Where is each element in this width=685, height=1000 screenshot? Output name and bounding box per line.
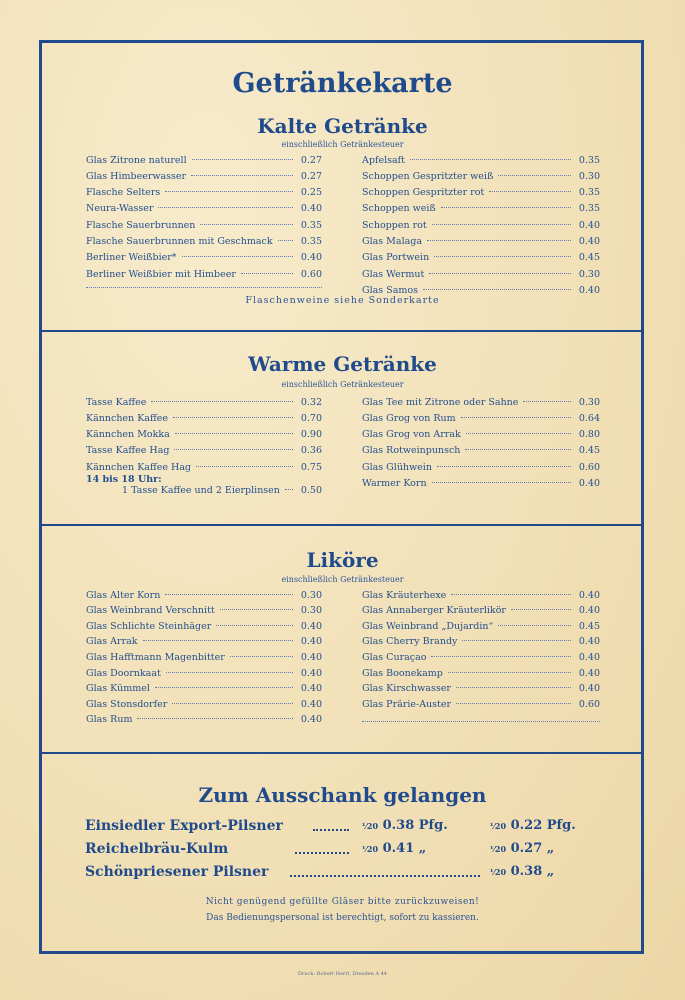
leader-dots <box>174 448 293 450</box>
menu-item <box>362 666 600 680</box>
item-price: 0.30 <box>300 605 322 617</box>
leader-dots <box>278 239 293 241</box>
item-name: Glas Tee mit Zitrone oder Sahne <box>362 396 519 408</box>
item-name: Glas Rotweinpunsch <box>362 445 461 457</box>
leader-dots <box>192 158 293 160</box>
beer-name: Reichelbräu-Kulm <box>85 841 229 857</box>
item-name: 1 Tasse Kaffee und 2 Eierplinsen <box>122 484 280 496</box>
leader-dots <box>498 624 571 626</box>
item-name: Glas Himbeerwasser <box>86 170 187 182</box>
bottle-wine-note: Flaschenweine siehe Sonderkarte <box>245 295 440 306</box>
item-name: Warmer Korn <box>362 478 427 489</box>
menu-item <box>86 153 322 167</box>
leader-dots <box>465 448 571 450</box>
item-price: 0.40 <box>300 203 322 215</box>
leader-dots <box>216 624 293 626</box>
menu-item <box>362 604 600 618</box>
item-price: 0.36 <box>300 445 322 457</box>
item-price: 0.40 <box>578 589 600 601</box>
menu-item <box>362 395 600 409</box>
leader-dots <box>511 608 571 610</box>
item-price: 0.90 <box>300 429 322 441</box>
menu-item <box>86 619 322 633</box>
item-price: 0.40 <box>578 636 600 648</box>
menu-item <box>86 697 322 711</box>
item-name: Glas Samos <box>362 284 418 296</box>
item-name: Flasche Sauerbrunnen <box>86 219 196 231</box>
menu-item <box>362 218 600 232</box>
leader-dots <box>489 190 571 192</box>
item-name: Berliner Weißbier mit Himbeer <box>86 268 236 280</box>
item-name: Flasche Selters <box>86 187 161 199</box>
section-title-kalte: Kalte Getränke <box>257 114 428 138</box>
leader-dots <box>137 717 293 719</box>
leader-dots <box>290 875 480 877</box>
leader-dots <box>456 702 571 704</box>
item-name: Glas Alter Korn <box>86 589 161 601</box>
item-name: Glas Arrak <box>86 636 138 648</box>
menu-item <box>362 202 600 216</box>
section-title-ausschank: Zum Ausschank gelangen <box>198 783 487 807</box>
menu-item <box>362 588 600 602</box>
item-price: 0.40 <box>578 667 600 679</box>
beer-price-large: ⅟20 0.22 Pfg. <box>490 818 576 833</box>
item-name: Glas Hafftmann Magenbitter <box>86 651 225 663</box>
item-price: 0.35 <box>300 219 322 231</box>
item-name: Glas Doornkaat <box>86 667 161 679</box>
item-price: 0.40 <box>578 651 600 663</box>
menu-item <box>362 477 600 491</box>
item-name: Glas Kirschwasser <box>362 683 451 695</box>
menu-item <box>86 169 322 183</box>
leader-dots <box>166 671 293 673</box>
leader-dots <box>431 655 571 657</box>
menu-item <box>362 460 600 474</box>
item-name: Neura-Wasser <box>86 203 154 215</box>
menu-item <box>86 235 322 249</box>
item-name: Berliner Weißbier* <box>86 252 177 264</box>
item-price: 0.80 <box>578 429 600 441</box>
item-price: 0.40 <box>578 683 600 695</box>
printer-imprint: Druck: Robert Herrl, Dresden A 44 <box>298 971 387 977</box>
menu-item <box>362 635 600 649</box>
price: 0.22 Pfg. <box>510 818 576 833</box>
menu-item <box>362 169 600 183</box>
item-price: 0.40 <box>300 620 322 632</box>
menu-item <box>86 251 322 265</box>
item-price: 0.40 <box>300 252 322 264</box>
blank-line <box>362 721 600 722</box>
item-price: 0.32 <box>300 396 322 408</box>
leader-dots <box>175 432 293 434</box>
item-name: Glas Boonekamp <box>362 667 443 679</box>
item-price: 0.25 <box>300 187 322 199</box>
leader-dots <box>285 488 293 490</box>
leader-dots <box>456 686 571 688</box>
beer-name: Einsiedler Export-Pilsner <box>85 818 283 834</box>
tax-note: einschließlich Getränkesteuer <box>281 575 404 584</box>
item-name: Kännchen Mokka <box>86 429 170 441</box>
item-price: 0.40 <box>300 683 322 695</box>
menu-item <box>362 235 600 249</box>
leader-dots <box>429 272 571 274</box>
payment-note: Das Bedienungspersonal ist berechtigt, sofort zu kassieren. <box>206 913 479 923</box>
item-price: 0.40 <box>578 478 600 489</box>
item-name: Kännchen Kaffee Hag <box>86 461 192 473</box>
leader-dots <box>451 593 571 595</box>
leader-dots <box>196 465 293 467</box>
item-price: 0.30 <box>578 170 600 182</box>
menu-item <box>362 619 600 633</box>
section-divider <box>39 330 644 332</box>
menu-item <box>362 251 600 265</box>
menu-item <box>86 460 322 474</box>
item-name: Glas Zitrone naturell <box>86 154 187 166</box>
price: 0.38 „ <box>510 864 555 879</box>
leader-dots <box>143 639 293 641</box>
item-name: Glas Wermut <box>362 268 425 280</box>
leader-dots <box>434 255 571 257</box>
menu-item <box>362 267 600 281</box>
item-price: 0.40 <box>300 714 322 726</box>
leader-dots <box>158 206 293 208</box>
item-price: 0.27 <box>300 154 322 166</box>
menu-item <box>86 635 322 649</box>
item-price: 0.40 <box>300 667 322 679</box>
menu-item <box>86 218 322 232</box>
item-name: Apfelsaft <box>362 154 405 166</box>
item-price: 0.35 <box>578 203 600 215</box>
menu-item <box>86 186 322 200</box>
menu-item <box>86 604 322 618</box>
menu-item <box>86 395 322 409</box>
menu-item <box>86 428 322 442</box>
menu-item <box>362 682 600 696</box>
leader-dots <box>165 190 293 192</box>
item-name: Glas Grog von Rum <box>362 412 456 424</box>
leader-dots <box>427 239 571 241</box>
glass-fill-note: Nicht genügend gefüllte Gläser bitte zurückzuweisen! <box>205 897 480 907</box>
item-price: 0.60 <box>578 461 600 473</box>
item-price: 0.40 <box>578 236 600 247</box>
menu-item <box>86 713 322 727</box>
item-price: 0.35 <box>300 236 322 247</box>
tax-note: einschließlich Getränkesteuer <box>281 140 404 149</box>
leader-dots <box>220 608 293 610</box>
item-name: Glas Schlichte Steinhäger <box>86 620 212 632</box>
item-price: 0.40 <box>578 284 600 296</box>
item-price: 0.35 <box>578 187 600 199</box>
section-divider <box>39 752 644 754</box>
section-divider <box>39 524 644 526</box>
menu-item <box>86 411 322 425</box>
section-title-warme: Warme Getränke <box>248 352 437 376</box>
section-title-likoere: Liköre <box>306 548 379 572</box>
afternoon-offer <box>122 483 322 497</box>
leader-dots <box>200 223 293 225</box>
item-name: Glas Stonsdorfer <box>86 698 168 710</box>
menu-item <box>86 202 322 216</box>
item-name: Glas Portwein <box>362 252 430 264</box>
leader-dots <box>173 416 293 418</box>
price: 0.41 „ <box>382 841 427 856</box>
menu-item <box>362 650 600 664</box>
item-price: 0.40 <box>300 636 322 648</box>
leader-dots <box>437 465 571 467</box>
item-name: Schoppen weiß <box>362 203 436 215</box>
item-name: Glas Grog von Arrak <box>362 429 461 441</box>
leader-dots <box>523 400 571 402</box>
item-price: 0.27 <box>300 170 322 182</box>
item-price: 0.35 <box>578 154 600 166</box>
item-price: 0.40 <box>578 605 600 617</box>
beer-name: Schönpriesener Pilsner <box>85 864 269 880</box>
leader-dots <box>151 400 293 402</box>
item-name: Flasche Sauerbrunnen mit Geschmack <box>86 236 273 247</box>
fraction-denominator: 20 <box>366 821 379 831</box>
item-price: 0.40 <box>300 698 322 710</box>
item-price: 0.64 <box>578 412 600 424</box>
item-price: 0.50 <box>300 484 322 496</box>
leader-dots <box>165 593 293 595</box>
item-price: 0.45 <box>578 445 600 457</box>
beer-price-small: ⅟20 0.38 Pfg. <box>362 818 448 833</box>
item-price: 0.30 <box>578 268 600 280</box>
item-price: 0.45 <box>578 620 600 632</box>
menu-item <box>86 650 322 664</box>
blank-line <box>86 287 322 288</box>
leader-dots <box>172 702 293 704</box>
tax-note: einschließlich Getränkesteuer <box>281 380 404 389</box>
fraction-denominator: 20 <box>494 867 507 877</box>
item-price: 0.75 <box>300 461 322 473</box>
leader-dots <box>466 432 571 434</box>
item-name: Schoppen Gespritzter weiß <box>362 170 494 182</box>
leader-dots <box>432 223 571 225</box>
item-name: Glas Kräuterhexe <box>362 589 447 601</box>
menu-item <box>362 444 600 458</box>
item-name: Kännchen Kaffee <box>86 412 168 424</box>
item-name: Tasse Kaffee <box>86 396 147 408</box>
afternoon-offer-time: 14 bis 18 Uhr: <box>86 474 162 485</box>
item-price: 0.30 <box>578 396 600 408</box>
item-name: Glas Prärie-Auster <box>362 698 452 710</box>
fraction-denominator: 20 <box>494 844 507 854</box>
item-name: Glas Curaçao <box>362 651 427 663</box>
item-name: Glas Malaga <box>362 236 423 247</box>
item-name: Glas Weinbrand Verschnitt <box>86 605 215 617</box>
menu-item <box>86 666 322 680</box>
fraction-denominator: 20 <box>366 844 379 854</box>
menu-item <box>362 411 600 425</box>
item-name: Glas Annaberger Kräuterlikör <box>362 605 506 617</box>
page-title: Getränkekarte <box>232 68 453 99</box>
fraction-denominator: 20 <box>494 821 507 831</box>
leader-dots <box>191 174 293 176</box>
leader-dots <box>462 639 571 641</box>
leader-dots <box>410 158 571 160</box>
item-name: Glas Kümmel <box>86 683 150 695</box>
item-name: Schoppen rot <box>362 219 427 231</box>
leader-dots <box>230 655 293 657</box>
item-price: 0.60 <box>578 698 600 710</box>
item-price: 0.40 <box>300 651 322 663</box>
price: 0.27 „ <box>510 841 555 856</box>
item-price: 0.45 <box>578 252 600 264</box>
leader-dots <box>241 272 293 274</box>
menu-item <box>362 186 600 200</box>
menu-item <box>86 267 322 281</box>
leader-dots <box>155 686 293 688</box>
item-name: Glas Weinbrand „Dujardin“ <box>362 620 494 632</box>
price: 0.38 Pfg. <box>382 818 448 833</box>
leader-dots <box>461 416 571 418</box>
item-price: 0.30 <box>300 589 322 601</box>
menu-item <box>362 428 600 442</box>
leader-dots <box>423 288 571 290</box>
menu-item <box>362 697 600 711</box>
beer-price-small: ⅟20 0.41 „ <box>362 841 427 856</box>
item-name: Schoppen Gespritzter rot <box>362 187 485 199</box>
item-price: 0.70 <box>300 412 322 424</box>
item-price: 0.60 <box>300 268 322 280</box>
menu-item <box>86 444 322 458</box>
item-price: 0.40 <box>578 219 600 231</box>
leader-dots <box>313 829 349 831</box>
item-name: Glas Glühwein <box>362 461 432 473</box>
leader-dots <box>295 852 349 854</box>
menu-item <box>86 588 322 602</box>
beer-price-large: ⅟20 0.38 „ <box>490 864 555 879</box>
beer-price-large: ⅟20 0.27 „ <box>490 841 555 856</box>
item-name: Glas Cherry Brandy <box>362 636 458 648</box>
leader-dots <box>182 255 293 257</box>
leader-dots <box>432 481 571 483</box>
menu-item <box>86 682 322 696</box>
leader-dots <box>448 671 571 673</box>
menu-item <box>362 153 600 167</box>
item-name: Tasse Kaffee Hag <box>86 445 170 457</box>
leader-dots <box>498 174 571 176</box>
leader-dots <box>441 206 571 208</box>
item-name: Glas Rum <box>86 714 133 726</box>
